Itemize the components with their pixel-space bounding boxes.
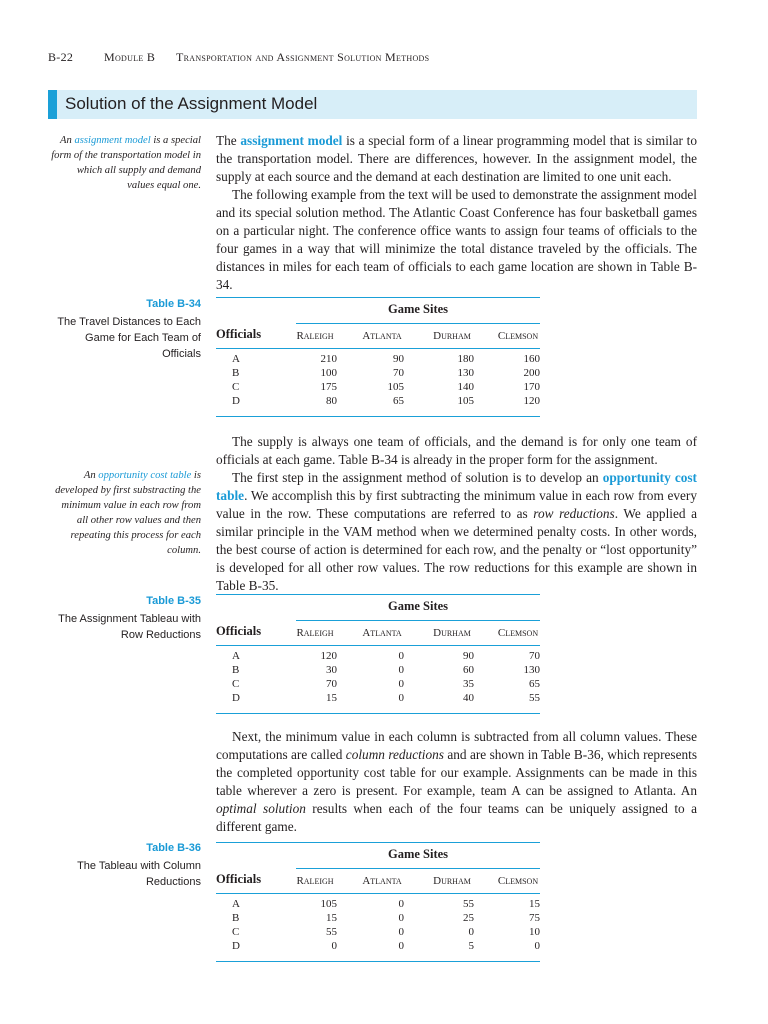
table-cell: 15	[326, 912, 337, 924]
table-cell: 140	[457, 381, 474, 393]
table-cell: 105	[320, 898, 337, 910]
text-run: is a special form of a linear programming model that is similar to the transportation model. There are differences, however. In the assignment model, the supply at each source and the demand at each destination are limited to one unit each.	[216, 133, 698, 184]
column-header: Clemson	[497, 330, 539, 342]
paragraph-2: The following example from the text will be used to demonstrate the assignment model and its special solution method. The Atlantic Coast Conference has four basketball games on a particular night. The conference office wants to assign four teams of officials to the four games in a way that will minimize the total distance traveled by the officials. The distances in miles for each team of officials to each game location are shown in Table B-34.	[216, 187, 697, 292]
column-header: Atlanta	[362, 875, 402, 887]
table-number: Table B-34	[146, 298, 201, 310]
table-cell: 35	[463, 678, 474, 690]
row-label: A	[232, 650, 240, 662]
sidenote-text: is a special form of the transportation model in which all supply and demand values equal one.	[51, 135, 201, 191]
page-number: B-22	[48, 50, 74, 64]
sidenote-term: assignment model	[74, 135, 151, 146]
table-cell: 130	[457, 367, 474, 379]
text-run: The	[216, 133, 241, 148]
row-label: B	[232, 664, 240, 676]
running-head	[48, 50, 698, 66]
group-header: Game Sites	[387, 847, 449, 861]
table-cell: 0	[398, 926, 404, 938]
table-cell: 55	[326, 926, 337, 938]
table-cell: 60	[463, 664, 474, 676]
table-cell: 105	[387, 381, 404, 393]
text-run: and are shown in Table B-36, which represents the completed opportunity cost table for our example. Assignments can be made in this table wherever a zero is present. For example, team A can be assigned to Atlanta. An	[216, 747, 697, 798]
body-text-closing	[216, 728, 697, 836]
header-bottom-rule	[216, 348, 540, 349]
table-cell: 70	[393, 367, 404, 379]
column-header: Raleigh	[296, 875, 334, 887]
table-top-rule	[216, 297, 540, 298]
column-header: Atlanta	[362, 627, 402, 639]
table-cell: 65	[393, 395, 404, 407]
sidenote-term: opportunity cost table	[98, 470, 192, 481]
text-run: Next, the minimum value in each column is subtracted from all column values. These computations are called	[216, 729, 697, 762]
running-title: Transportation and Assignment Solution Methods	[176, 50, 430, 64]
row-label: C	[232, 926, 240, 938]
body-text-middle	[216, 433, 697, 595]
body-text-intro	[216, 132, 697, 294]
table-cell: 200	[523, 367, 540, 379]
row-header: Officials	[216, 872, 262, 886]
header-bottom-rule	[216, 645, 540, 646]
column-header: Durham	[433, 627, 471, 639]
row-label: A	[232, 898, 240, 910]
table-cell: 15	[529, 898, 540, 910]
table-cell: 40	[463, 692, 474, 704]
table-cell: 0	[398, 678, 404, 690]
paragraph-4	[216, 469, 697, 595]
table-cell: 0	[534, 940, 540, 952]
table-cell: 100	[320, 367, 337, 379]
table-cell: 25	[463, 912, 474, 924]
row-label: D	[232, 395, 240, 407]
paragraph-1	[216, 132, 697, 186]
row-label: D	[232, 940, 240, 952]
table-cell: 30	[326, 664, 337, 676]
sidenote-text: is developed by first substracting the minimum value in each row from all other row values and then repeating this process for each column.	[55, 470, 201, 556]
table-b34	[216, 297, 540, 417]
table-cell: 75	[529, 912, 540, 924]
column-header: Durham	[433, 330, 471, 342]
table-caption-b35	[48, 593, 201, 643]
table-caption-b34	[48, 296, 201, 362]
table-cell: 120	[320, 650, 337, 662]
table-cell: 0	[398, 912, 404, 924]
table-cell: 55	[529, 692, 540, 704]
table-bottom-rule	[216, 713, 540, 714]
emphasis: row reductions	[533, 506, 615, 521]
column-header: Atlanta	[362, 330, 402, 342]
section-heading	[48, 90, 697, 119]
table-cell: 65	[529, 678, 540, 690]
table-bottom-rule	[216, 961, 540, 962]
group-header: Game Sites	[387, 599, 449, 613]
table-cell: 0	[398, 692, 404, 704]
group-header-rule	[296, 620, 540, 621]
table-cell: 55	[463, 898, 474, 910]
row-header: Officials	[216, 327, 262, 341]
column-header: Raleigh	[296, 330, 334, 342]
text-run: results when each of the four teams can be uniquely assigned to a different game.	[216, 801, 697, 834]
column-header: Raleigh	[296, 627, 334, 639]
table-cell: 15	[326, 692, 337, 704]
paragraph-3: The supply is always one team of officials, and the demand is for only one team of officials at each game. Table B-34 is already in the proper form for the assignment.	[216, 434, 697, 467]
table-cell: 180	[457, 353, 474, 365]
section-accent-bar	[48, 90, 57, 119]
row-header: Officials	[216, 624, 262, 638]
table-cell: 170	[523, 381, 540, 393]
table-cell: 120	[523, 395, 540, 407]
table-cell: 90	[463, 650, 474, 662]
table-cell: 90	[393, 353, 404, 365]
table-cell: 0	[398, 898, 404, 910]
table-cell: 80	[326, 395, 337, 407]
table-cell: 0	[398, 664, 404, 676]
column-header: Durham	[433, 875, 471, 887]
table-cell: 0	[331, 940, 337, 952]
table-cell: 160	[523, 353, 540, 365]
column-header: Clemson	[497, 627, 539, 639]
table-caption-b36	[48, 840, 201, 890]
text-run: . We accomplish this by first subtracting the minimum value in each row from every value in the row. These computations are referred to as	[216, 488, 697, 521]
row-label: C	[232, 678, 240, 690]
table-cell: 10	[529, 926, 540, 938]
sidenote-assignment-model	[48, 133, 201, 193]
row-label: B	[232, 912, 240, 924]
sidenote-text: An	[83, 470, 99, 481]
row-label: B	[232, 367, 240, 379]
table-b35	[216, 594, 540, 714]
key-term: opportunity cost table	[216, 470, 697, 503]
text-run: . We applied a similar principle in the VAM method when we determined penalty costs. In other words, the best course of action is determined for each row, and the penalty or “lost opportunity” is developed for all other row values. The row reductions for this example are shown in Table B-35.	[216, 506, 697, 593]
group-header-rule	[296, 323, 540, 324]
table-cell: 5	[468, 940, 474, 952]
table-cell: 130	[523, 664, 540, 676]
emphasis: optimal solution	[216, 801, 306, 816]
table-top-rule	[216, 594, 540, 595]
table-caption-text: The Tableau with Column Reductions	[77, 860, 201, 888]
table-cell: 210	[320, 353, 337, 365]
table-cell: 0	[468, 926, 474, 938]
sidenote-opportunity-cost	[48, 468, 201, 558]
paragraph-5	[216, 728, 697, 836]
table-number: Table B-35	[146, 595, 201, 607]
table-caption-text: The Assignment Tableau with Row Reductions	[58, 613, 201, 641]
row-label: C	[232, 381, 240, 393]
group-header: Game Sites	[387, 302, 449, 316]
table-cell: 70	[326, 678, 337, 690]
table-top-rule	[216, 842, 540, 843]
section-title: Solution of the Assignment Model	[65, 94, 318, 113]
row-label: D	[232, 692, 240, 704]
table-cell: 70	[529, 650, 540, 662]
table-bottom-rule	[216, 416, 540, 417]
emphasis: column reductions	[345, 747, 444, 762]
header-bottom-rule	[216, 893, 540, 894]
table-cell: 175	[320, 381, 337, 393]
row-label: A	[232, 353, 240, 365]
module-label: Module B	[104, 50, 156, 64]
table-b36	[216, 842, 540, 962]
key-term: assignment model	[240, 133, 343, 148]
table-caption-text: The Travel Distances to Each Game for Each Team of Officials	[57, 316, 201, 360]
text-run: The first step in the assignment method of solution is to develop an	[232, 470, 603, 485]
column-header: Clemson	[497, 875, 539, 887]
sidenote-text: An	[60, 135, 75, 146]
table-number: Table B-36	[146, 842, 201, 854]
table-cell: 105	[457, 395, 474, 407]
table-cell: 0	[398, 650, 404, 662]
table-cell: 0	[398, 940, 404, 952]
group-header-rule	[296, 868, 540, 869]
